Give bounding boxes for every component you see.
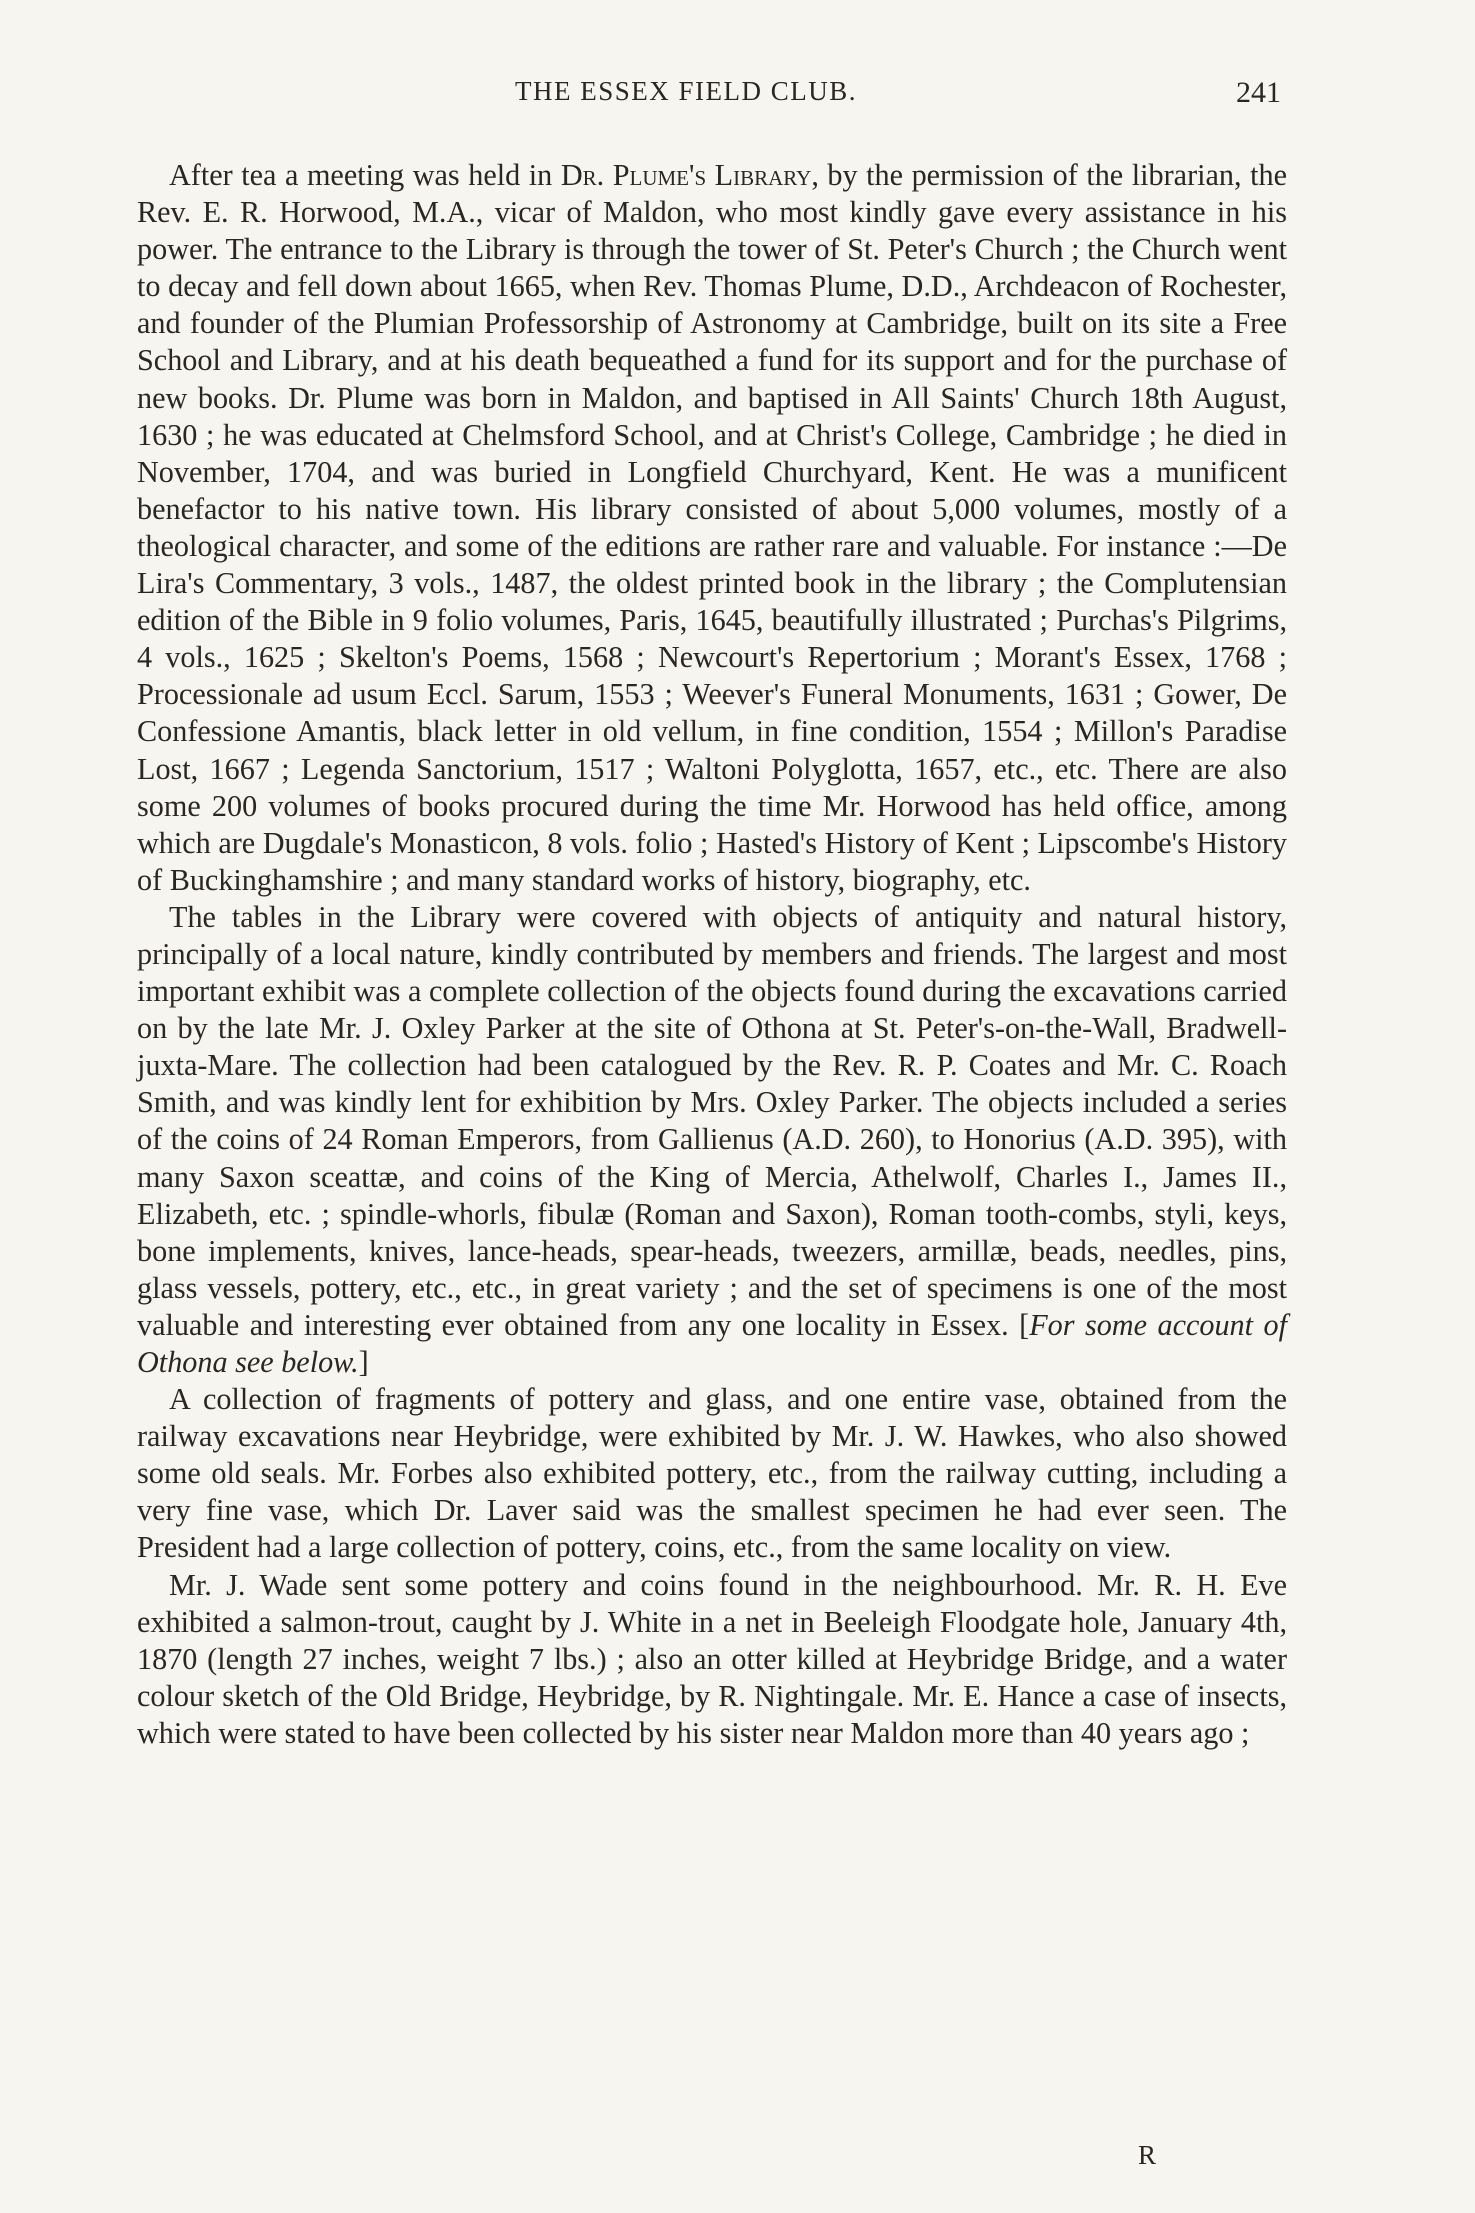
paragraph-plume-library — [137, 157, 1287, 899]
body-text — [137, 157, 1287, 1752]
paragraph-othona-collection — [137, 899, 1287, 1381]
paragraph-heybridge-exhibits: A collection of fragments of pottery and glass, and one entire vase, obtained from the railway excavations near Heybridge, were exhibited by Mr. J. W. Hawkes, who also showed some old seals. Mr. Forbes also exhibited pottery, etc., from the railway cutting, including a very fine vase, which Dr. Laver said was the smallest specimen he had ever seen. The President had a large collection of pottery, coins, etc., from the same locality on view. — [137, 1382, 1287, 1565]
paragraph-wade-eve-exhibits: Mr. J. Wade sent some pottery and coins found in the neighbourhood. Mr. R. H. Eve exhibited a salmon-trout, caught by J. White in a net in Beeleigh Floodgate hole, January 4th, 1870 (length 27 inches, weight 7 lbs.) ; also an otter killed at Heybridge Bridge, and a water colour sketch of the Old Bridge, Heybridge, by R. Nightingale. Mr. E. Hance a case of insects, which were stated to have been collected by his sister near Maldon more than 40 years ago ; — [137, 1567, 1287, 1750]
editorial-note: For some account of Othona see below. — [137, 1307, 1287, 1379]
paragraph-text: The tables in the Library were covered with objects of antiquity and natural history, principally of a local nature, kindly contributed by members and friends. The largest and most important exhibit was a complete collection of the objects found during the excavations carried on by the late Mr. J. Oxley Parker at the site of Othona at St. Peter's-on-the-Wall, Bradwell-juxta-Mare. The collection had been catalogued by the Rev. R. P. Coates and Mr. C. Roach Smith, and was kindly lent for exhibition by Mrs. Oxley Parker. The objects included a series of the coins of 24 Roman Emperors, from Gallienus (A.D. 260), to Honorius (A.D. 395), with many Saxon sceattæ, and coins of the King of Mercia, Athelwolf, Charles I., James II., Elizabeth, etc. ; spindle-whorls, fibulæ (Roman and Saxon), Roman tooth-combs, styli, keys, bone implements, knives, lance-heads, spear-heads, tweezers, armillæ, beads, needles, pins, glass vessels, pottery, etc., etc., in great variety ; and the set of specimens is one of the most valuable and interesting ever obtained from any one locality in Essex. [ — [137, 899, 1287, 1342]
page-number: 241 — [1236, 76, 1281, 109]
paragraph-text: , by the permission of the librarian, the Rev. E. R. Horwood, M.A., vicar of Maldon, who most kindly gave every assistance in his power. The entrance to the Library is through the tower of St. Peter's Church ; the Church went to decay and fell down about 1665, when Rev. Thomas Plume, D.D., Archdeacon of Rochester, and founder of the Plumian Professorship of Astronomy at Cambridge, built on its site a Free School and Library, and at his death bequeathed a fund for its support and for the purchase of new books. Dr. Plume was born in Maldon, and baptised in All Saints' Church 18th August, 1630 ; he was educated at Chelmsford School, and at Christ's College, Cambridge ; he died in November, 1704, and was buried in Longfield Churchyard, Kent. He was a munificent benefactor to his native town. His library consisted of about 5,000 volumes, mostly of a theological character, and some of the editions are rather rare and valuable. For instance :—De Lira's Commentary, 3 vols., 1487, the oldest printed book in the library ; the Complutensian edition of the Bible in 9 folio volumes, Paris, 1645, beautifully illustrated ; Purchas's Pilgrims, 4 vols., 1625 ; Skelton's Poems, 1568 ; Newcourt's Repertorium ; Morant's Essex, 1768 ; Processionale ad usum Eccl. Sarum, 1553 ; Weever's Funeral Monuments, 1631 ; Gower, De Confessione Amantis, black letter in old vellum, in fine condition, 1554 ; Millon's Paradise Lost, 1667 ; Legenda Sanctorium, 1517 ; Waltoni Polyglotta, 1657, etc., etc. There are also some 200 volumes of books procured during the time Mr. Horwood has held office, among which are Dugdale's Monasticon, 8 vols. folio ; Hasted's History of Kent ; Lipscombe's History of Buckinghamshire ; and many standard works of history, biography, etc. — [137, 158, 1287, 897]
running-head — [0, 76, 1475, 116]
bracket-close: ] — [358, 1345, 369, 1379]
signature-mark: R — [1138, 2140, 1157, 2170]
library-name: Dr. Plume's Library — [560, 158, 812, 192]
running-title: THE ESSEX FIELD CLUB. — [515, 76, 857, 106]
paragraph-text: After tea a meeting was held in — [169, 158, 561, 192]
